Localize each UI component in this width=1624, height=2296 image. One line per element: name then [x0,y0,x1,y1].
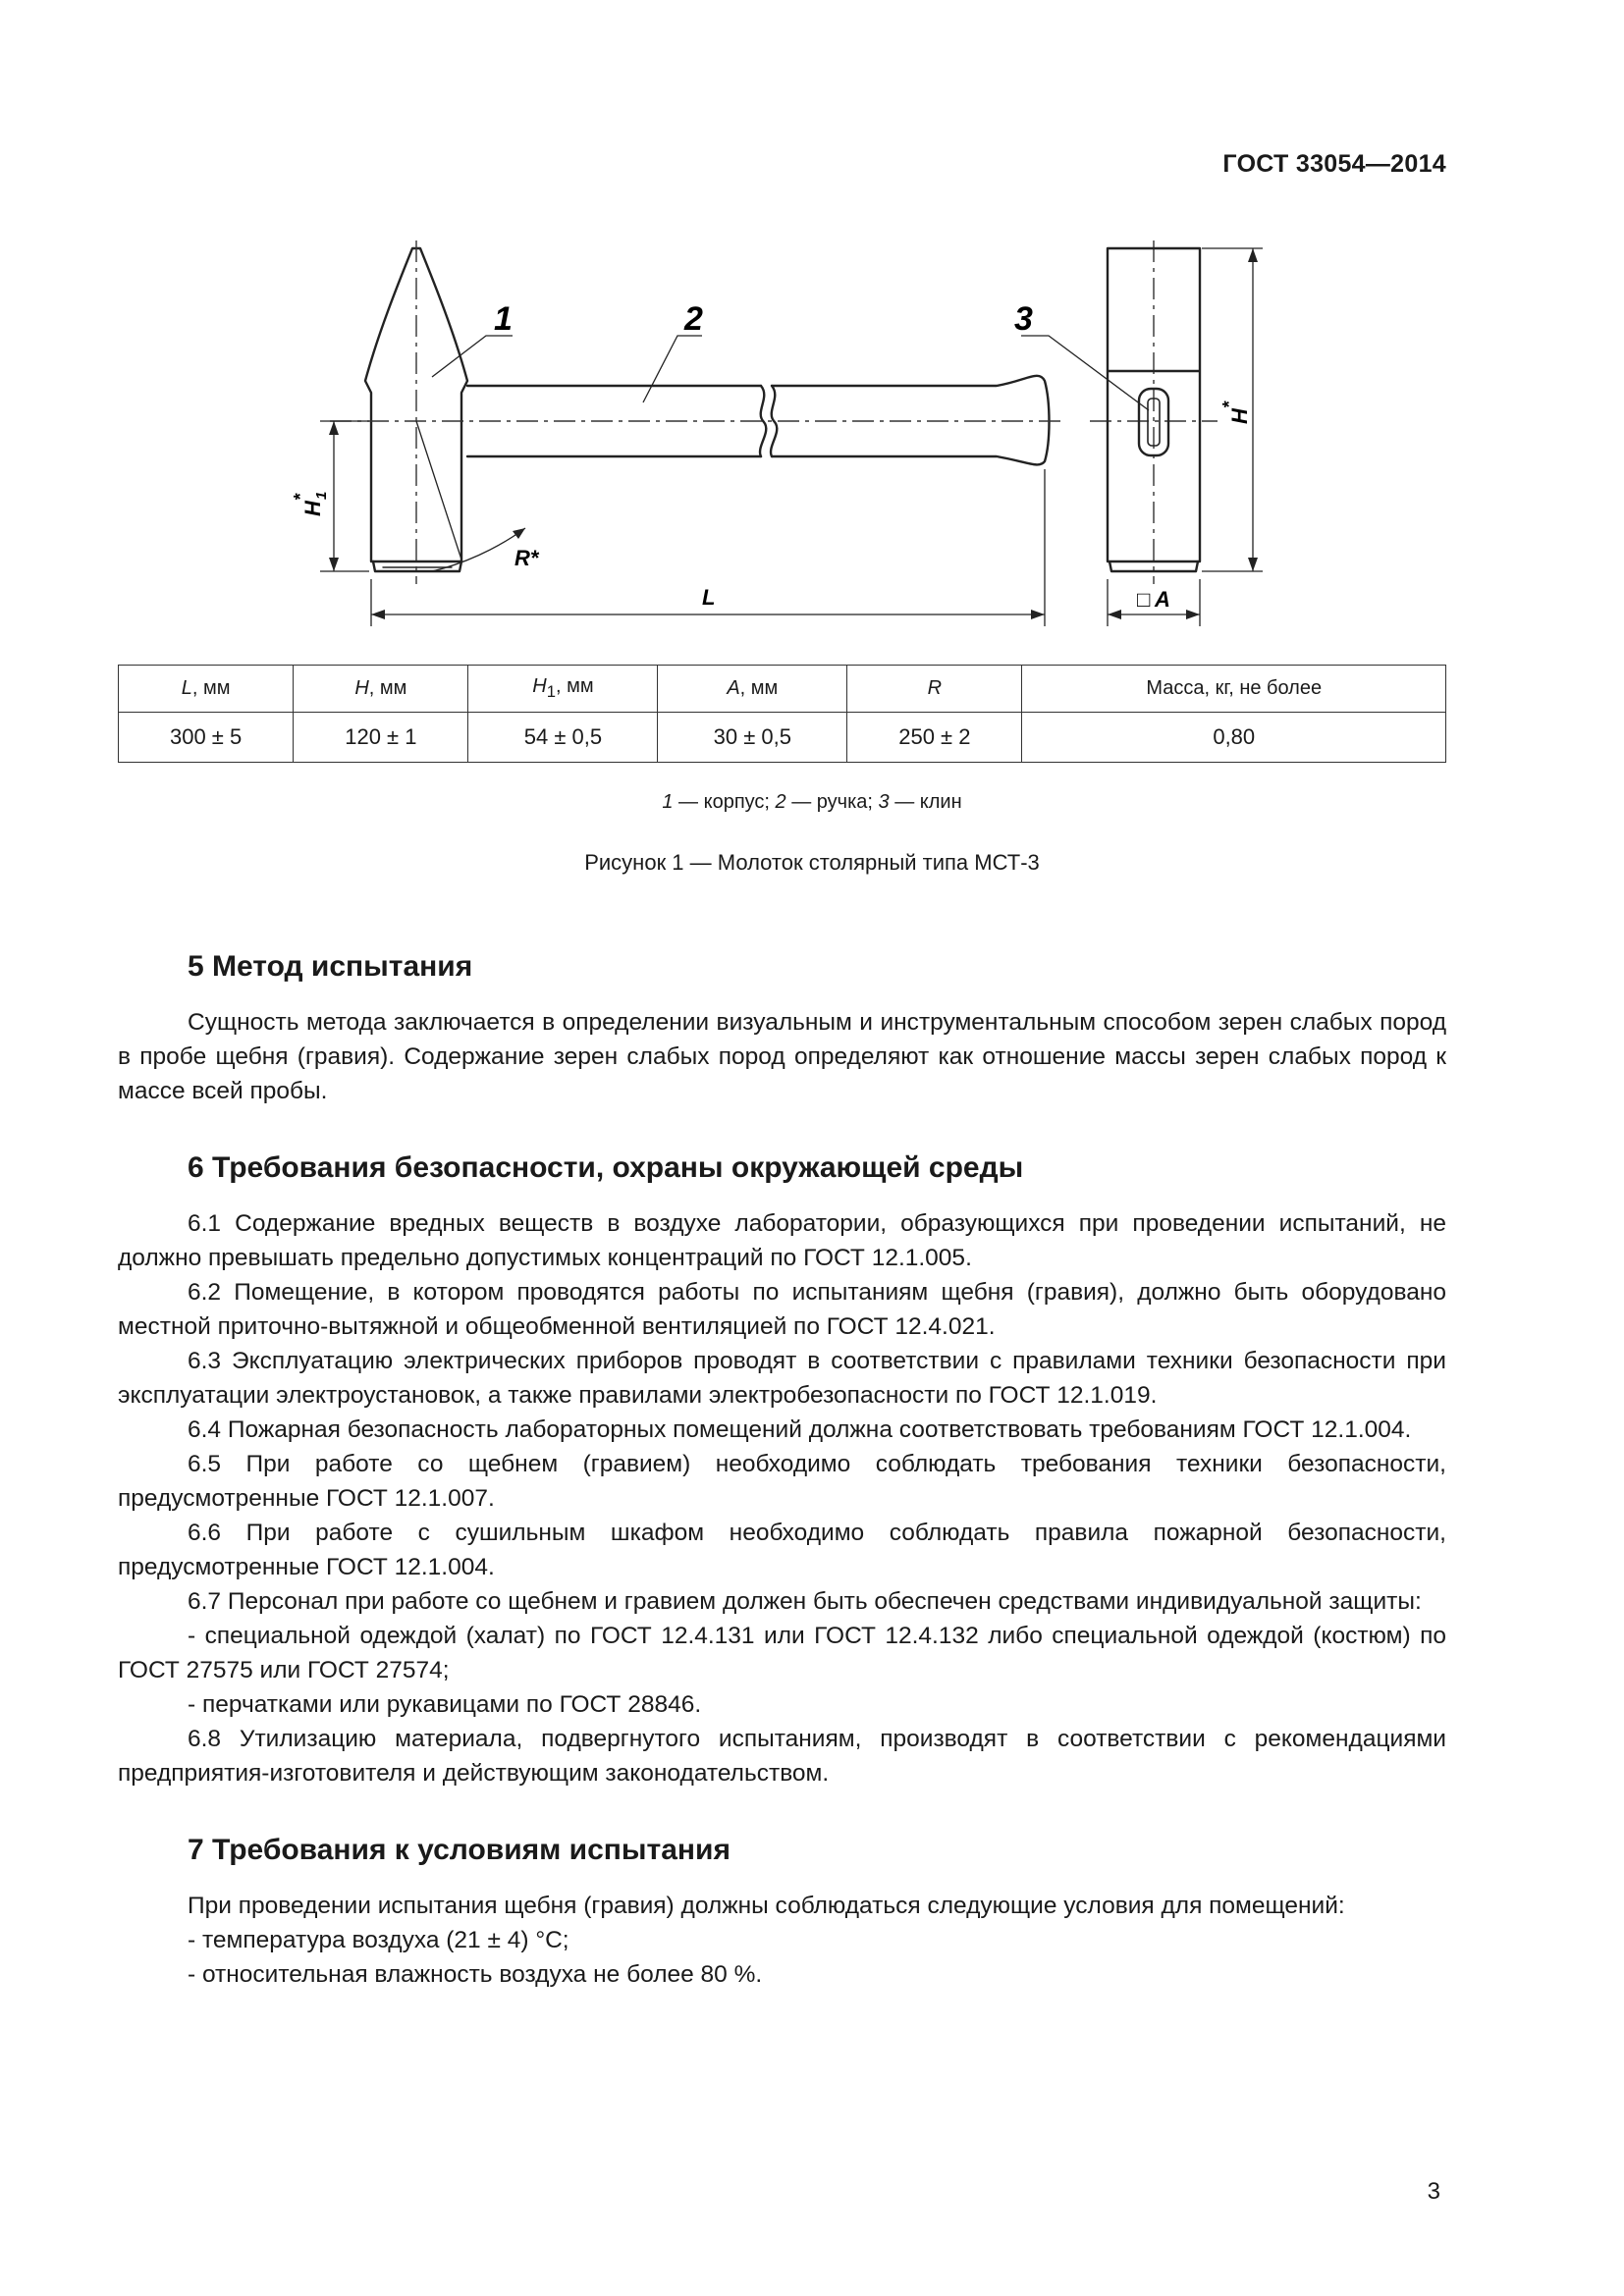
table-header-row [119,666,1446,713]
page-number: 3 [1427,2178,1440,2205]
list-item: - специальной одеждой (халат) по ГОСТ 12.4.131 или ГОСТ 12.4.132 либо специальной одеждой (костюм) по ГОСТ 27575 или ГОСТ 27574; [118,1623,1446,1683]
dim-label-h1-star: * [291,493,310,501]
section-heading: 7 Требования к условиям испытания [188,1834,731,1866]
table-cell: 300 ± 5 [119,713,294,763]
table-header-cell: Масса, кг, не более [1022,666,1446,713]
paragraph: 6.3 Эксплуатацию электрических приборов проводят в соответствии с правилами техники безопасности при эксплуатации электроустановок, а также правилами электробезопасности по ГОСТ 12.1.019. [118,1348,1446,1409]
table-row [119,713,1446,763]
table-header-cell: $H_1$, мм [468,666,658,713]
figure-caption: Рисунок 1 — Молоток столярный типа МСТ-3 [584,850,1040,875]
list-item: - перчатками или рукавицами по ГОСТ 28846. [188,1691,702,1718]
document-code: ГОСТ 33054—2014 [1222,150,1446,178]
table-header-cell: R [847,666,1022,713]
paragraph: 6.4 Пожарная безопасность лабораторных помещений должна соответствовать требованиям ГОСТ 12.1.004. [188,1416,1412,1443]
section-heading: 6 Требования безопасности, охраны окружающей среды [188,1151,1024,1184]
hammer-drawing [0,0,1624,648]
callout-2: 2 [684,300,703,338]
dimensions-table [118,665,1446,763]
section-heading: 5 Метод испытания [188,950,473,983]
dim-label-square: □ [1137,587,1151,612]
table-cell: 30 ± 0,5 [658,713,847,763]
paragraph: 6.6 При работе с сушильным шкафом необходимо соблюдать правила пожарной безопасности, предусмотренные ГОСТ 12.1.004. [118,1520,1446,1580]
paragraph: 6.1 Содержание вредных веществ в воздухе лаборатории, образующихся при проведении испытаний, не должно превышать предельно допустимых концентраций по ГОСТ 12.1.005. [118,1210,1446,1271]
table-cell: 250 ± 2 [847,713,1022,763]
table-cell: 120 ± 1 [294,713,468,763]
table-header-cell: H, мм [294,666,468,713]
dim-label-h: H [1227,408,1252,424]
table-header-cell: A, мм [658,666,847,713]
list-item: - относительная влажность воздуха не более 80 %. [188,1961,763,1988]
table-cell: 54 ± 0,5 [468,713,658,763]
figure-legend: 1 — корпус; 2 — ручка; 3 — клин [662,791,962,813]
paragraph: 6.2 Помещение, в котором проводятся работы по испытаниям щебня (гравия), должно быть оборудовано местной приточно-вытяжной и общеобменной вентиляцией по ГОСТ 12.4.021. [118,1279,1446,1340]
document-body [118,942,1446,2027]
dim-label-h1: H [300,501,325,516]
paragraph: 6.5 При работе со щебнем (гравием) необходимо соблюдать требования техники безопасности, предусмотренные ГОСТ 12.1.007. [118,1451,1446,1512]
paragraph: При проведении испытания щебня (гравия) должны соблюдаться следующие условия для помещений: [188,1893,1345,1919]
callout-3: 3 [1014,300,1033,338]
table-cell: 0,80 [1022,713,1446,763]
paragraph: 6.8 Утилизацию материала, подвергнутого испытаниям, производят в соответствии с рекомендациями предприятия-изготовителя и действующим законодательством. [118,1726,1446,1787]
section-6 [118,1144,1446,1790]
dim-label-l: L [702,585,716,610]
callout-1: 1 [494,300,513,338]
dim-label-h-star: * [1219,400,1239,408]
section-5 [118,942,1446,1108]
paragraph: Сущность метода заключается в определении визуальным и инструментальным способом зерен слабых пород в пробе щебня (гравия). Содержание зерен слабых пород определяют как отношение массы зерен слабых пород к массе всей пробы. [118,1009,1446,1104]
dim-label-a: A [1155,587,1170,612]
paragraph: 6.7 Персонал при работе со щебнем и гравием должен быть обеспечен средствами индивидуальной защиты: [188,1588,1422,1615]
list-item: - температура воздуха (21 ± 4) °С; [188,1927,569,1953]
dim-label-r: R* [514,546,539,570]
section-7 [118,1826,1446,1992]
dim-label-h1-sub: 1 [313,491,330,500]
table-header-cell: L, мм [119,666,294,713]
